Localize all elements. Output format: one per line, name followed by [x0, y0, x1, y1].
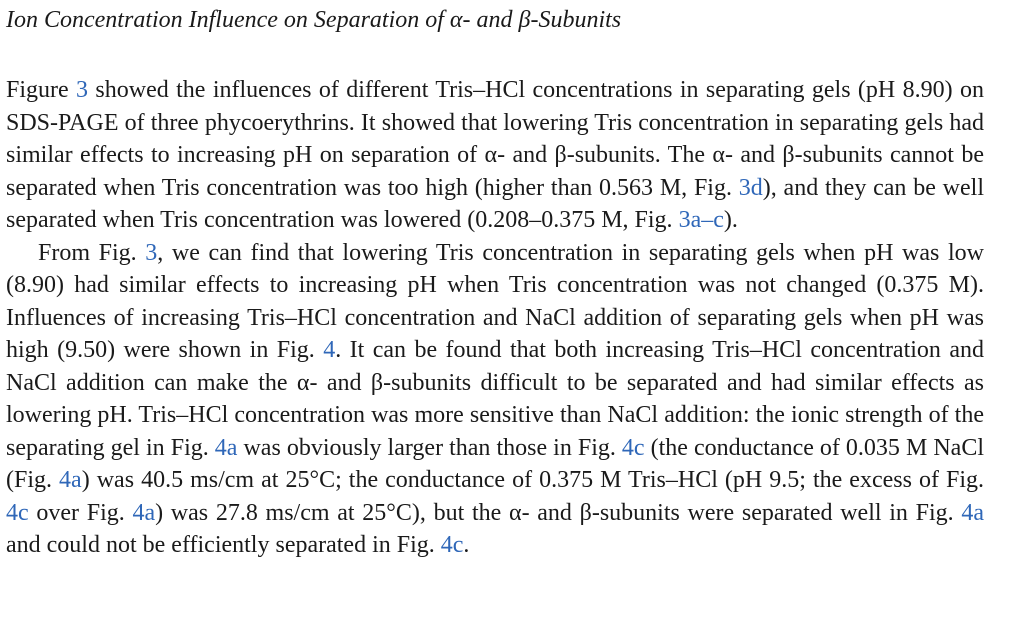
figure-reference-link[interactable]: 3: [145, 239, 158, 266]
figure-reference-link[interactable]: 4c: [621, 434, 645, 461]
text-segment: over Fig.: [28, 499, 133, 526]
text-segment: ).: [723, 207, 738, 233]
article-page: [6, 0, 984, 562]
figure-reference-link[interactable]: 4: [323, 337, 336, 363]
paragraph-2: [6, 237, 984, 562]
text-segment: Figure: [6, 77, 77, 103]
figure-reference-link[interactable]: 4c: [6, 499, 29, 526]
figure-reference-link[interactable]: 3d: [738, 174, 763, 201]
figure-reference-link[interactable]: 4a: [961, 499, 984, 526]
text-segment: .: [463, 532, 470, 558]
paragraph-1: [6, 74, 984, 237]
text-segment: ), and they can be well separated when Tris concentration was lowered (0.208–0.375 M, Fig.: [6, 174, 984, 233]
text-segment: was obviously larger than those in Fig.: [237, 434, 622, 461]
body-text: [6, 74, 984, 562]
figure-reference-link[interactable]: 3: [76, 77, 89, 103]
figure-reference-link[interactable]: 3a–c: [678, 207, 724, 233]
figure-reference-link[interactable]: 4a: [59, 467, 82, 493]
text-segment: (the conductance of 0.035 M NaCl (Fig.: [6, 434, 985, 493]
text-segment: , we can find that lowering Tris concentration in separating gels when pH was low (8.90) had similar effects to increasing pH when Tris concentration was not changed (0.375 M). Influences of increasing Tris–HCl concentration and NaCl addition of separating gels when pH was high (9.50) were shown in Fig.: [6, 239, 984, 363]
text-segment: From Fig.: [38, 239, 146, 266]
text-segment: . It can be found that both increasing Tris–HCl concentration and NaCl addition can make the α- and β-subunits difficult to be separated and had similar effects as lowering pH. Tris–HCl concentration was more sensitive than NaCl addition: the ionic strength of the separating gel in Fig.: [6, 337, 984, 461]
text-segment: ) was 27.8 ms/cm at 25°C), but the α- and β-subunits were separated well in Fig.: [155, 499, 962, 526]
figure-reference-link[interactable]: 4a: [214, 434, 238, 461]
figure-reference-link[interactable]: 4c: [440, 532, 464, 558]
text-segment: showed the influences of different Tris–HCl concentrations in separating gels (pH 8.90) on SDS-PAGE of three phycoerythrins. It showed that lowering Tris concentration in separating gels had similar effects to increasing pH on separation of α- and β-subunits. The α- and β-subunits cannot be separated when Tris concentration was too high (higher than 0.563 M, Fig.: [6, 77, 984, 201]
figure-reference-link[interactable]: 4a: [132, 499, 156, 526]
text-segment: and could not be efficiently separated in Fig.: [6, 532, 441, 558]
text-segment: ) was 40.5 ms/cm at 25°C; the conductance of 0.375 M Tris–HCl (pH 9.5; the excess of Fig.: [81, 467, 984, 493]
section-heading: Ion Concentration Influence on Separation of α- and β-Subunits: [6, 7, 622, 33]
